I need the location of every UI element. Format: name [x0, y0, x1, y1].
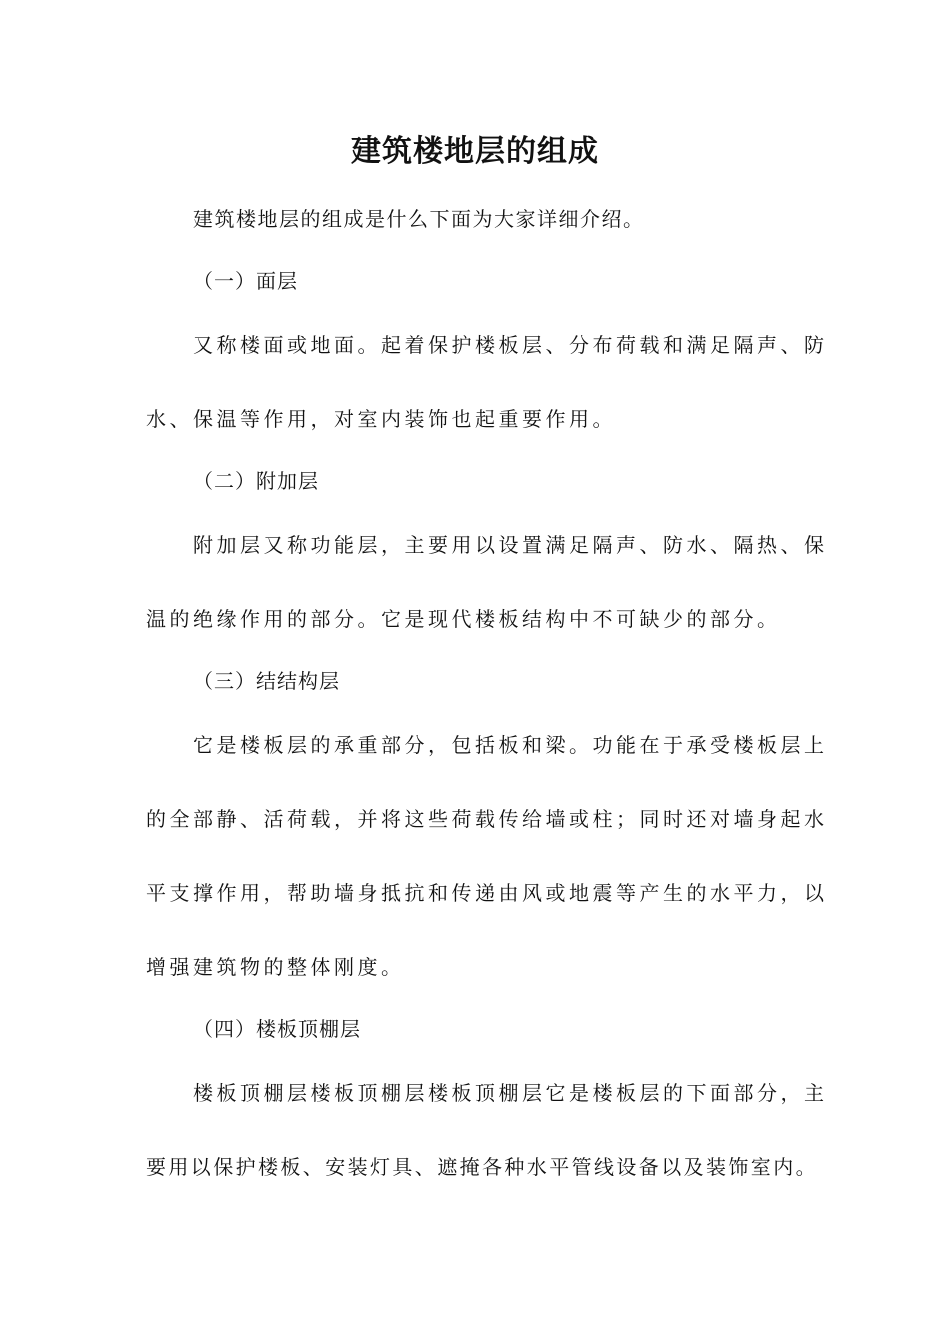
section-heading-surface-layer: （一）面层 — [193, 269, 298, 293]
section-3-line-4: 增强建筑物的整体刚度。 — [146, 955, 405, 979]
section-heading-structural-layer: （三）结结构层 — [193, 669, 340, 693]
section-heading-ceiling-layer: （四）楼板顶棚层 — [193, 1017, 361, 1041]
section-1-line-2: 水、保温等作用，对室内装饰也起重要作用。 — [146, 407, 616, 431]
section-2-line-2: 温的绝缘作用的部分。它是现代楼板结构中不可缺少的部分。 — [146, 607, 781, 631]
intro-paragraph: 建筑楼地层的组成是什么下面为大家详细介绍。 — [193, 207, 645, 231]
section-4-line-1: 楼板顶棚层楼板顶棚层楼板顶棚层它是楼板层的下面部分，主 — [193, 1081, 828, 1105]
section-1-line-1: 又称楼面或地面。起着保护楼板层、分布荷载和满足隔声、防 — [193, 333, 828, 357]
section-2-line-1: 附加层又称功能层，主要用以设置满足隔声、防水、隔热、保 — [193, 533, 828, 557]
section-3-line-1: 它是楼板层的承重部分，包括板和梁。功能在于承受楼板层上 — [193, 733, 828, 757]
document-title: 建筑楼地层的组成 — [351, 134, 599, 169]
section-heading-additional-layer: （二）附加层 — [193, 469, 319, 493]
section-4-line-2: 要用以保护楼板、安装灯具、遮掩各种水平管线设备以及装饰室内。 — [146, 1155, 818, 1179]
section-3-line-3: 平支撑作用，帮助墙身抵抗和传递由风或地震等产生的水平力，以 — [146, 881, 828, 905]
section-3-line-2: 的全部静、活荷载，并将这些荷载传给墙或柱；同时还对墙身起水 — [146, 807, 828, 831]
